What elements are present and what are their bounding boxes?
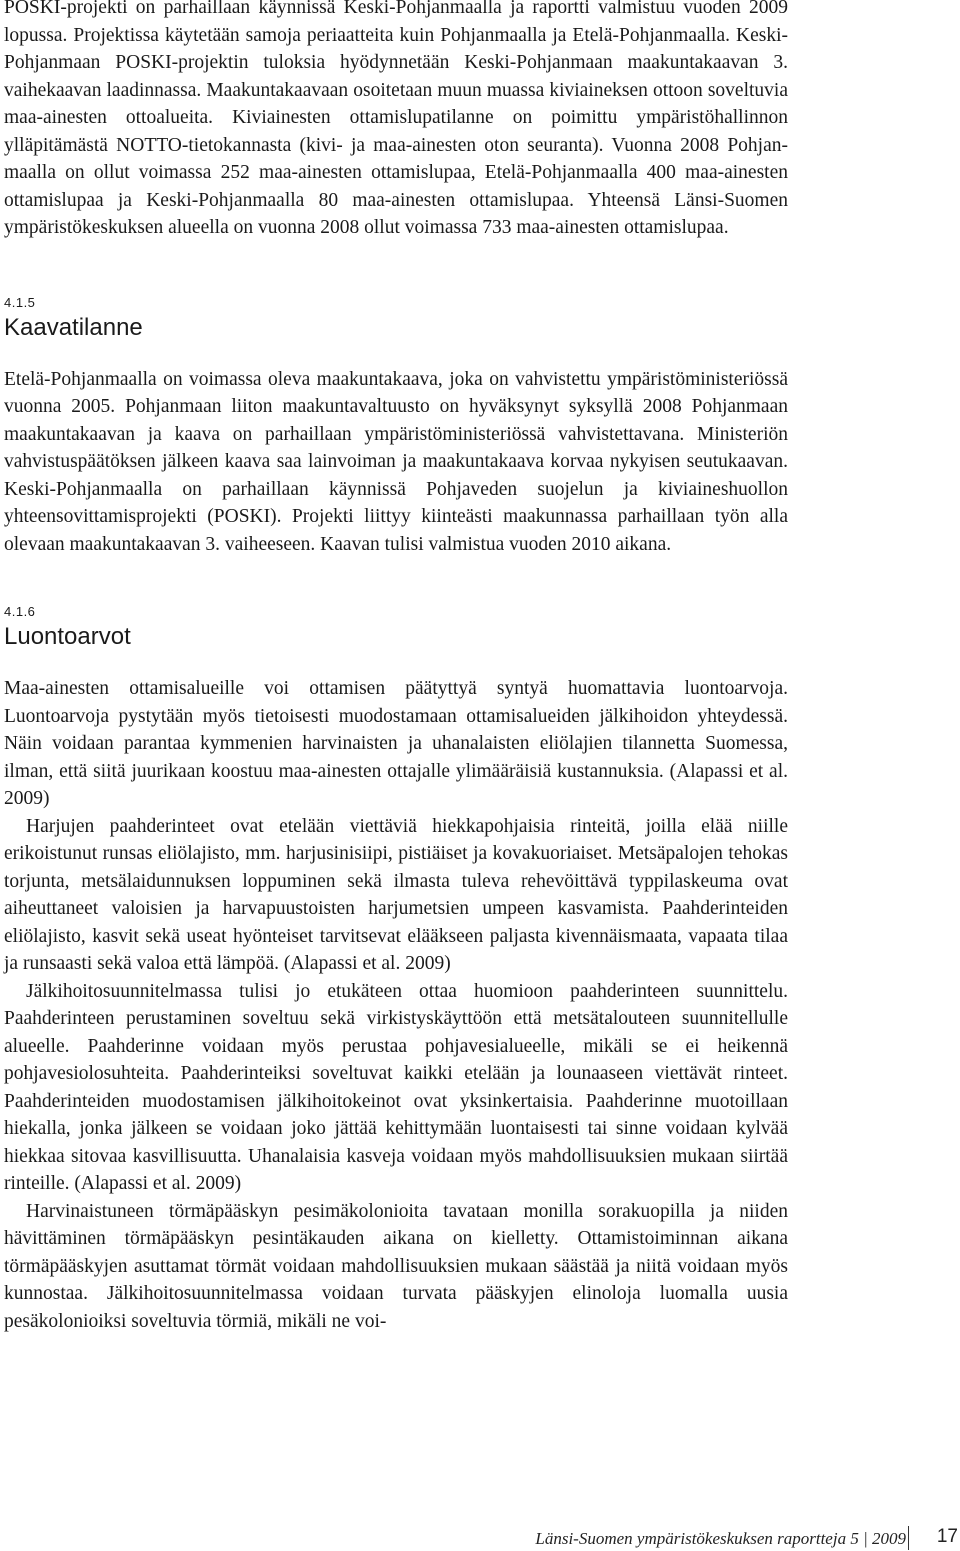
section-number-4-1-6: 4.1.6 xyxy=(4,604,36,619)
section-title-kaavatilanne: Kaavatilanne xyxy=(4,313,143,341)
kaavatilanne-paragraph: Etelä-Pohjanmaalla on voimassa oleva maakuntakaava, joka on vahvistettu ympäristöministeriössä vuonna 2005. Pohjanmaan liiton maakuntavaltuusto on hyväksynyt syksyllä 2008 Pohjanmaan maakuntakaavan ja kaava on parhaillaan ympäristöministeriössä vahvistettavana. Ministeriön vahvistuspäätöksen jälkeen kaava saa lainvoiman ja maakuntakaava korvaa nykyisen seutukaavan. Keski-Pohjanmaalla on parhaillaan käynnissä Pohjaveden suojelun ja kiviaineshuollon yhteensovittamisprojekti (POSKI). Projekti liittyy kiinteästi maakunnassa parhaillaan työn alla olevaan maakuntakaavan 3. vaiheeseen. Kaavan tulisi valmistua vuoden 2010 aikana. xyxy=(4,368,788,555)
footer-publication: Länsi-Suomen ympäristökeskuksen raportteja 5 | 2009 xyxy=(535,1529,906,1548)
footer-divider xyxy=(908,1526,909,1550)
luontoarvot-paragraph-2: Harjujen paahderinteet ovat etelään viettäviä hiekkapohjaisia rinteitä, joilla elää niille erikoistunut runsas eliölajisto, mm. harjusinisiipi, pistiäiset ja kovakuoriaiset. Metsäpalojen tehokas torjunta, metsälaidunnuksen loppuminen sekä ilmasta tuleva rehevöittävä typpilaskeuma ovat aiheuttaneet valoisien ja harvapuustoisten harjumetsien umpeen kasvamista. Paahderinteiden eliölajisto, kasvit sekä useat hyönteiset tarvitsevat elääkseen paljasta kivennäismaata, vapaata tilaa ja runsaasti sekä valoa että lämpöä. (Alapassi et al. 2009) xyxy=(4,815,788,974)
page-footer xyxy=(0,1526,960,1550)
luontoarvot-paragraph-1: Maa-ainesten ottamisalueille voi ottamisen päätyttyä syntyä huomattavia luontoarvoja. Luontoarvoja pystytään myös tietoisesti muodostamaan ottamisalueiden jälkihoidon yhteydessä. Näin voidaan parantaa kymmenien harvinaisten ja uhanalaisten eliölajien tilannetta Suomessa, ilman, että siitä juurikaan koostuu maa-ainesten ottajalle ylimääräisiä kustannuksia. (Alapassi et al. 2009) xyxy=(4,678,788,809)
section-number-4-1-5: 4.1.5 xyxy=(4,294,36,310)
section-title-luontoarvot: Luontoarvot xyxy=(4,623,131,650)
intro-paragraph: POSKI-projekti on parhaillaan käynnissä Keski-Pohjanmaalla ja raportti valmistuu vuoden 2009 lopussa. Projektissa käytetään samoja periaatteita kuin Pohjanmaalla ja Etelä-Pohjanmaalla. Keski-Pohjanmaan POSKI-projektin tuloksia hyödynnetään Keski-Pohjanmaan maakuntakaavan 3. vaihekaavan laadinnassa. Maakuntakaavaan osoitetaan muun muassa kiviaineksen ottoon soveltuvia maa-ainesten ottoalueita. Kiviainesten ottamislupatilanne on poimittu ympäristöhallinnon ylläpitämästä NOTTO-tietokannasta (kivi- ja maa-ainesten oton seuranta). Vuonna 2008 Pohjanmaalla on ollut voimassa 252 maa-ainesten ottamislupaa, Etelä-Pohjanmaalla 400 maa-ainesten ottamislupaa ja Keski-Pohjanmaalla 80 maa-ainesten ottamislupaa. Yhteensä Länsi-Suomen ympäristökeskuksen alueella on vuonna 2008 ollut voimassa 733 maa-ainesten ottamislupaa. xyxy=(4,0,788,238)
page-number: 17 xyxy=(936,1526,958,1547)
luontoarvot-paragraph-4: Harvinaistuneen törmäpääskyn pesimäkolonioita tavataan monilla sorakuopilla ja niiden hävittäminen törmäpääskyn pesintäkauden aikana on kielletty. Ottamistoiminnan aikana törmäpääskyjen asuttamat törmät voidaan mahdollisuuksien mukaan säästää ja niitä voidaan myös kunnostaa. Jälkihoitosuunnitelmassa voidaan turvata pääskyjen elinoloja luomalla uusia pesäkolonioiksi soveltuvia törmiä, mikäli ne voi- xyxy=(4,1200,788,1332)
luontoarvot-paragraph-3: Jälkihoitosuunnitelmassa tulisi jo etukäteen ottaa huomioon paahderinteen suunnittelu. Paahderinteen perustaminen soveltuu sekä virkistyskäyttöön että metsätalouteen suunnitellulle alueelle. Paahderinne voidaan myös perustaa pohjavesialueelle, mikäli se ei heikennä pohjavesiolosuhteita. Paahderinteiksi soveltuvat kaikki etelään ja lounaaseen viettävät rinteet. Paahderinteiden muodostamisen jälkihoitokeinot ovat yksinkertaisia. Paahderinne muotoillaan hiekalla, jonka jälkeen se voidaan joko jättää kehittymään luontaisesti tai sinne voidaan kylvää hiekkaa sitovaa kasvillisuutta. Uhanalaisia kasveja voidaan myös mahdollisuuksien mukaan siirtää rinteille. (Alapassi et al. 2009) xyxy=(4,980,788,1194)
text-column xyxy=(4,0,788,1335)
